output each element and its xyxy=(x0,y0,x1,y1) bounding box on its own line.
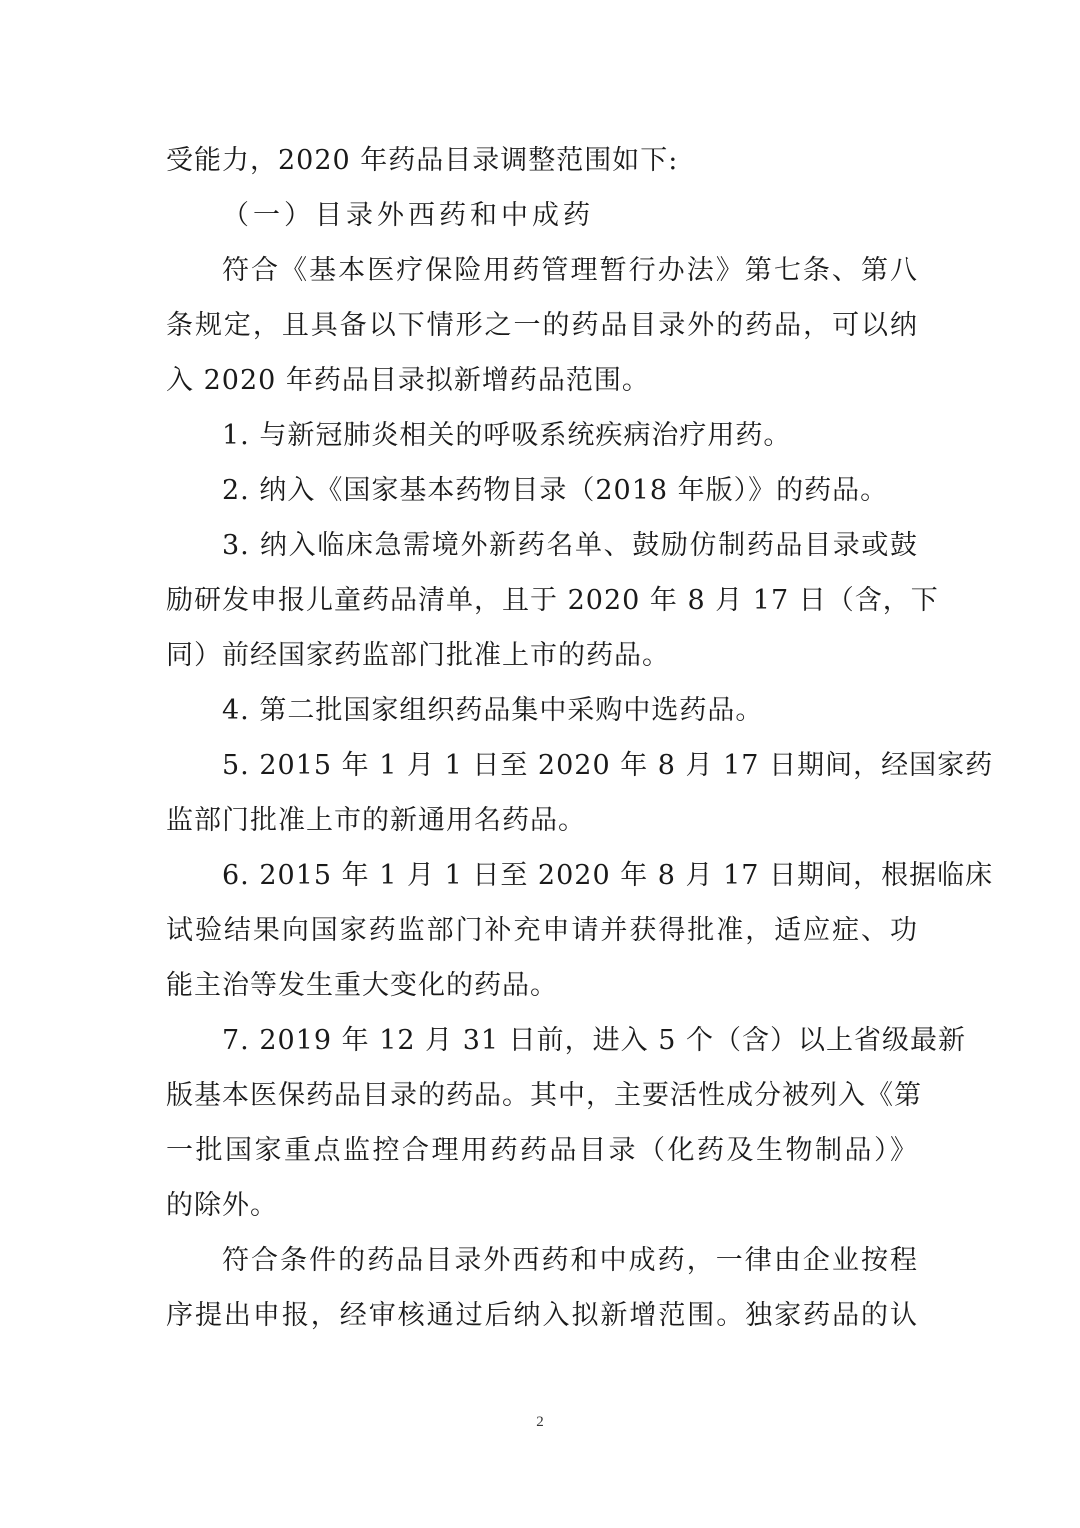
list-item: 3. 纳入临床急需境外新药名单、鼓励仿制药品目录或鼓 xyxy=(222,530,918,561)
text-line: 符合条件的药品目录外西药和中成药，一律由企业按程 xyxy=(222,1245,918,1276)
text-line: 版基本医保药品目录的药品。其中，主要活性成分被列入《第 xyxy=(166,1080,922,1111)
document-body xyxy=(166,133,994,1343)
list-item: 5. 2015 年 1 月 1 日至 2020 年 8 月 17 日期间，经国家药 xyxy=(222,750,994,781)
text-line: 符合《基本医疗保险用药管理暂行办法》第七条、第八 xyxy=(222,255,918,286)
list-item: 7. 2019 年 12 月 31 日前，进入 5 个（含）以上省级最新 xyxy=(222,1025,967,1056)
text-line: 入 2020 年药品目录拟新增药品范围。 xyxy=(166,365,650,396)
text-line: 的除外。 xyxy=(166,1190,278,1221)
text-line: 一批国家重点监控合理用药药品目录（化药及生物制品）》 xyxy=(166,1135,918,1166)
text-line: 监部门批准上市的新通用名药品。 xyxy=(166,805,586,836)
list-item: 6. 2015 年 1 月 1 日至 2020 年 8 月 17 日期间，根据临床 xyxy=(222,860,994,891)
text-line: 条规定，且具备以下情形之一的药品目录外的药品，可以纳 xyxy=(166,310,918,341)
text-line: 励研发申报儿童药品清单，且于 2020 年 8 月 17 日（含，下 xyxy=(166,585,939,616)
list-item: 4. 第二批国家组织药品集中采购中选药品。 xyxy=(222,695,764,726)
text-line: 能主治等发生重大变化的药品。 xyxy=(166,970,558,1001)
text-line: 序提出申报，经审核通过后纳入拟新增范围。独家药品的认 xyxy=(166,1300,918,1331)
text-line: 同）前经国家药监部门批准上市的药品。 xyxy=(166,640,670,671)
section-heading: （一）目录外西药和中成药 xyxy=(222,200,594,231)
list-item: 2. 纳入《国家基本药物目录（2018 年版）》的药品。 xyxy=(222,475,889,506)
page-number: 2 xyxy=(536,1414,544,1430)
text-line: 试验结果向国家药监部门补充申请并获得批准，适应症、功 xyxy=(166,915,918,946)
text-line: 受能力，2020 年药品目录调整范围如下: xyxy=(166,145,679,176)
list-item: 1. 与新冠肺炎相关的呼吸系统疾病治疗用药。 xyxy=(222,420,792,451)
